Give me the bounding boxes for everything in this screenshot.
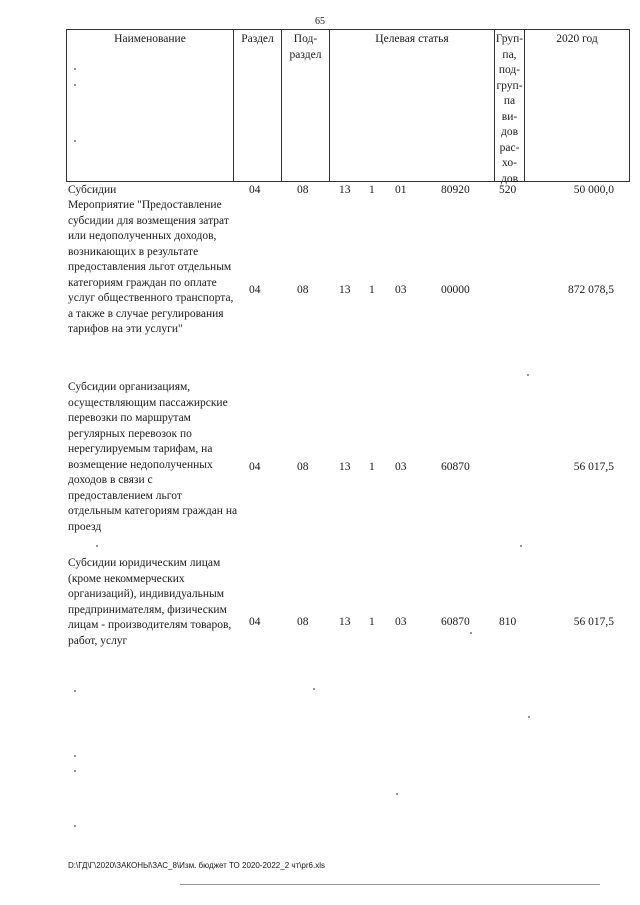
row-subsection: 08: [297, 184, 309, 196]
row-amount: 56 017,5: [573, 461, 614, 473]
row-article-program: 13: [339, 184, 351, 196]
header-subsection-line: Под-: [293, 33, 318, 45]
row-article-direction: 00000: [441, 284, 470, 296]
header-expense-group-line: под-: [498, 64, 521, 76]
row-article-subprogram: 1: [369, 616, 375, 628]
header-subsection-line: раздел: [289, 48, 322, 61]
scan-speck: [74, 84, 76, 86]
row-article-direction: 60870: [441, 616, 470, 628]
row-amount: 872 078,5: [568, 284, 614, 296]
header-bottom-border: [66, 181, 630, 182]
scan-speck: [74, 68, 76, 70]
row-name: Мероприятие "Предоставление субсидии для возмещения затрат или недополученных доходов, возникающих в результате предоставления льгот отдельным категориям граждан по оплате услуг общественного транспорта, а также в случае регулирования тарифов на эти услуги": [68, 199, 234, 335]
row-article-subprogram: 1: [369, 184, 375, 196]
row-article-program: 13: [339, 284, 351, 296]
header-top-border: [66, 29, 630, 30]
column-divider: [66, 29, 67, 182]
scan-speck: [74, 770, 76, 772]
header-year: 2020 год: [556, 33, 598, 45]
footer-rule: [180, 884, 600, 885]
row-subsection: 08: [297, 284, 309, 296]
scan-speck: [313, 688, 315, 690]
header-subsection: [282, 32, 329, 63]
scan-speck: [520, 545, 522, 547]
scan-speck: [74, 140, 76, 142]
column-divider: [629, 29, 630, 182]
row-article-direction: 80920: [441, 184, 470, 196]
header-expense-group-line: дов: [500, 126, 519, 138]
row-group: 810: [499, 616, 517, 628]
header-expense-group-line: рас-: [499, 141, 520, 154]
scan-speck: [528, 716, 530, 718]
row-name: Субсидии юридическим лицам (кроме некоммерческих организаций), индивидуальным предпринимателям, физическим лицам - производителям товаров, работ, услуг: [68, 557, 232, 647]
header-expense-group-line: па ви-: [501, 95, 518, 123]
scan-speck: [527, 374, 529, 376]
header-expense-group-line: па,: [502, 48, 517, 61]
row-article-program: 13: [339, 616, 351, 628]
row-subsection: 08: [297, 616, 309, 628]
row-article-event: 03: [395, 461, 407, 473]
row-name: Субсидии организациям, осуществляющим пассажирские перевозки по маршрутам регулярных перевозок по нерегулируемым тарифам, на возмещение недополученных доходов в связи с предоставлением льгот отдельным категориям граждан на проезд: [68, 381, 238, 533]
column-divider: [233, 29, 234, 182]
row-section: 04: [249, 184, 261, 196]
file-path-footer: D:\ГД\Г\2020\ЗАКОНЫ\ЗАС_8\Изм. бюджет ТО 2020-2022_2 чт\pr6.xls: [68, 861, 325, 870]
column-divider: [329, 29, 330, 182]
header-expense-group: [495, 32, 524, 187]
row-article-event: 03: [395, 616, 407, 628]
header-target-article: Целевая статья: [375, 33, 449, 45]
header-expense-group-line: хо-: [502, 157, 517, 169]
row-section: 04: [249, 461, 261, 473]
header-expense-group-line: Груп-: [495, 33, 524, 45]
row-article-program: 13: [339, 461, 351, 473]
row-name: Субсидии: [68, 184, 117, 196]
page-number: 65: [315, 16, 325, 27]
row-section: 04: [249, 284, 261, 296]
header-section: Раздел: [241, 33, 274, 45]
header-expense-group-line: груп-: [496, 79, 523, 92]
row-article-subprogram: 1: [369, 284, 375, 296]
scan-speck: [396, 793, 398, 795]
scan-speck: [74, 825, 76, 827]
row-amount: 50 000,0: [573, 184, 614, 196]
row-article-direction: 60870: [441, 461, 470, 473]
scan-speck: [74, 755, 76, 757]
scan-speck: [74, 690, 76, 692]
scan-speck: [470, 632, 472, 634]
row-article-event: 03: [395, 284, 407, 296]
column-divider: [524, 29, 525, 182]
header-name: Наименование: [114, 33, 186, 45]
row-section: 04: [249, 616, 261, 628]
header-expense-group-line: дов: [500, 172, 519, 185]
row-amount: 56 017,5: [573, 616, 614, 628]
scan-speck: [96, 545, 98, 547]
row-article-subprogram: 1: [369, 461, 375, 473]
row-article-event: 01: [395, 184, 407, 196]
row-group: 520: [499, 184, 517, 196]
row-subsection: 08: [297, 461, 309, 473]
